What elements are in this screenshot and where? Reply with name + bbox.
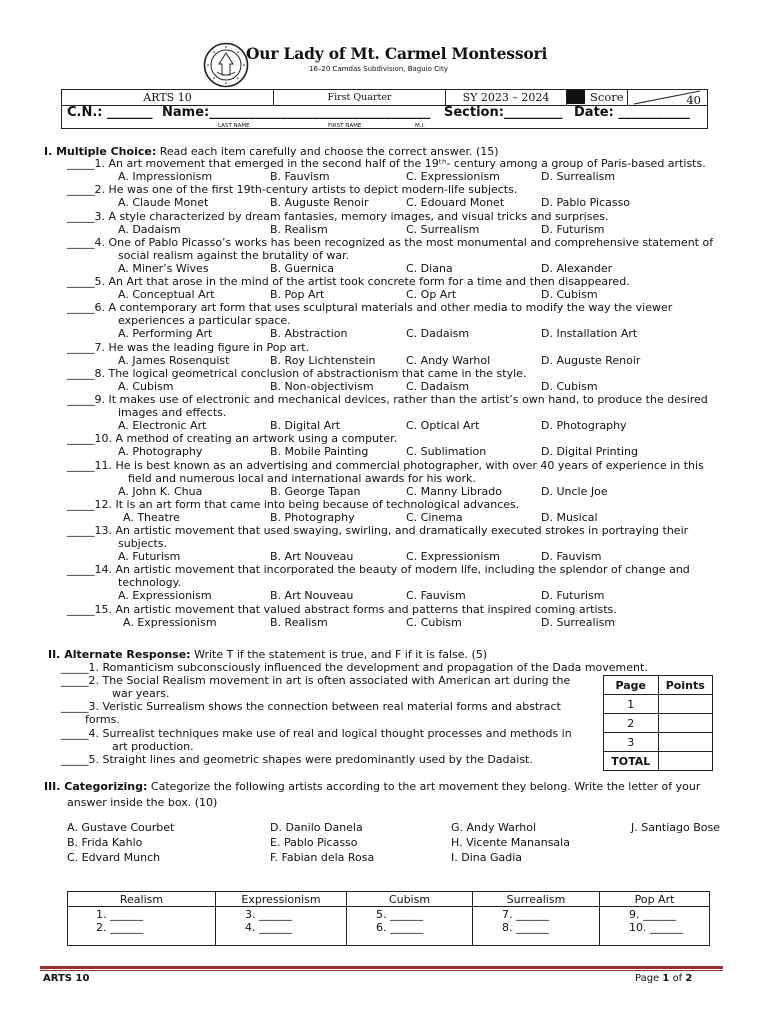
- part1-instructions: Read each item carefully and choose the correct answer. (15): [159, 145, 499, 158]
- cat-head-realism: Realism: [119, 893, 164, 906]
- mc-option: B. Guernica: [270, 261, 334, 275]
- school-year-cell: SY 2023 – 2024: [446, 90, 567, 105]
- mc-option: B. Realism: [270, 222, 328, 236]
- cat-answer-blank[interactable]: 7. ______: [502, 908, 549, 921]
- mc-question-stem: _____13. An artistic movement that used swaying, swirling, and dramatically executed strokes in portraying their: [67, 524, 689, 537]
- cat-col-surrealism: [473, 892, 600, 945]
- mc-question-stem: _____4. One of Pablo Picasso’s works has been recognized as the most monumental and comprehensive statement of: [67, 235, 714, 249]
- mc-question-stem: _____15. An artistic movement that valued abstract forms and patterns that inspired coming artists.: [67, 602, 617, 616]
- mc-option: A. Expressionism: [118, 589, 212, 603]
- mc-option: D. Alexander: [541, 261, 613, 275]
- alt-item-5: _____5. Straight lines and geometric shapes were predominantly used by the Dadaist.: [61, 753, 533, 766]
- cat-col-cubism: [347, 892, 473, 945]
- score-summary-table: [603, 675, 713, 771]
- mc-question-stem: _____12. It is an art form that came into being because of technological advances.: [67, 497, 520, 511]
- mc-option: A. John K. Chua: [118, 484, 203, 498]
- mc-option: D. Auguste Renoir: [541, 353, 641, 367]
- cat-answer-blank[interactable]: 5. ______: [376, 908, 423, 921]
- mc-option: D. Surrealism: [541, 170, 616, 183]
- score-row-page: 1: [604, 695, 659, 714]
- mc-question-stem: _____3. A style characterized by dream fantasies, memory images, and visual tricks and surprises.: [67, 209, 609, 223]
- footer-page-current: 1: [662, 973, 670, 984]
- mc-option: D. Cubism: [541, 379, 598, 393]
- mc-question-stem: _____5. An Art that arose in the mind of the artist took concrete form for a time and then disappeared.: [67, 275, 630, 288]
- score-row-points[interactable]: [658, 733, 713, 752]
- mc-option: A. Claude Monet: [118, 196, 209, 210]
- mc-question-stem: _____11. He is best known as an advertising and commercial photographer, with over 40 years of experience in this: [67, 458, 704, 472]
- cat-col-pop-art: [600, 892, 709, 945]
- alt-item-3-cont: forms.: [85, 713, 120, 726]
- mc-option: B. Art Nouveau: [270, 550, 354, 563]
- artist-item: G. Andy Warhol: [451, 821, 537, 834]
- mc-question-stem: _____9. It makes use of electronic and mechanical devices, rather than the artist’s own hand, to produce the desired: [67, 393, 708, 406]
- part2-instructions: Write T if the statement is true, and F if it is false. (5): [194, 648, 488, 661]
- artist-item: J. Santiago Bose: [631, 821, 721, 834]
- artist-item: I. Dina Gadia: [451, 851, 523, 864]
- score-col-points: Points: [658, 676, 713, 695]
- mc-option: A. Theatre: [123, 510, 180, 524]
- school-name: Our Lady of Mt. Carmel Montessori: [246, 44, 548, 63]
- mc-option: C. Expressionism: [406, 550, 500, 563]
- footer-rule: [40, 966, 723, 969]
- cat-answer-blank[interactable]: 3. ______: [245, 908, 292, 921]
- mc-option: A. Futurism: [118, 550, 181, 563]
- mc-option: C. Optical Art: [406, 419, 480, 432]
- part1-title: I. Multiple Choice:: [44, 145, 157, 158]
- mc-question-stem-cont: images and effects.: [118, 406, 227, 419]
- mc-question-stem: _____1. An art movement that emerged in the second half of the 19ᵗʰ- century among a group of Paris-based artists.: [67, 157, 706, 170]
- mc-option: B. Non-objectivism: [270, 379, 374, 393]
- cat-col-realism: [68, 892, 216, 945]
- cat-answer-blank[interactable]: 1. ______: [96, 908, 143, 921]
- mc-option: C. Cinema: [406, 510, 463, 524]
- mc-option: A. Miner’s Wives: [118, 261, 209, 275]
- mc-option: A. James Rosenquist: [118, 353, 230, 367]
- quarter-cell: First Quarter: [274, 90, 446, 105]
- mc-question-stem: _____8. The logical geometrical conclusion of abstractionism that came in the style.: [67, 366, 527, 380]
- cat-answer-blank[interactable]: 6. ______: [376, 921, 423, 934]
- mc-option: C. Fauvism: [406, 589, 466, 603]
- cat-col-expressionism: [216, 892, 347, 945]
- mc-option: D. Pablo Picasso: [541, 196, 631, 210]
- mc-option: D. Musical: [541, 510, 598, 524]
- mc-option: B. Art Nouveau: [270, 589, 354, 603]
- mc-option: B. Auguste Renoir: [270, 196, 369, 210]
- mc-option: C. Sublimation: [406, 445, 487, 459]
- mc-option: B. Pop Art: [270, 288, 325, 301]
- score-row-page: 2: [604, 714, 659, 733]
- mc-option: B. Abstraction: [270, 327, 348, 341]
- alt-item-4-cont: art production.: [112, 740, 194, 753]
- mc-question-stem-cont: subjects.: [118, 537, 168, 550]
- cat-answer-blank[interactable]: 4. ______: [245, 921, 292, 934]
- mc-option: B. George Tapan: [270, 484, 361, 498]
- footer-rule-thin: [40, 970, 723, 971]
- mc-option: C. Dadaism: [406, 379, 470, 393]
- mc-option: A. Cubism: [118, 379, 174, 393]
- mc-option: A. Photography: [118, 445, 203, 459]
- header-row-2: [62, 105, 707, 130]
- mc-question-stem: _____7. He was the leading figure in Pop art.: [67, 340, 310, 354]
- cat-head-surrealism: Surrealism: [506, 893, 566, 906]
- artist-item: D. Danilo Danela: [270, 821, 363, 834]
- artist-item: E. Pablo Picasso: [270, 836, 358, 849]
- mc-option: C. Dadaism: [406, 327, 470, 341]
- mc-option: D. Futurism: [541, 589, 605, 603]
- artist-item: F. Fabian dela Rosa: [270, 851, 375, 864]
- mc-option: B. Photography: [270, 510, 355, 524]
- mc-question-stem-cont: technology.: [118, 576, 182, 590]
- cat-head-pop-art: Pop Art: [634, 893, 675, 906]
- mc-option: C. Diana: [406, 261, 453, 275]
- mc-question-stem: _____10. A method of creating an artwork using a computer.: [67, 432, 398, 446]
- score-row-page: 3: [604, 733, 659, 752]
- mc-option: C. Edouard Monet: [406, 196, 505, 210]
- mc-question-stem: _____6. A contemporary art form that uses sculptural materials and other media to modify the way the viewer: [67, 301, 673, 315]
- mc-option: B. Roy Lichtenstein: [270, 353, 376, 367]
- part3-instructions: Categorize the following artists according to the art movement they belong. Write the letter of your: [150, 780, 701, 793]
- score-total-label: TOTAL: [604, 752, 659, 771]
- score-col-page: Page: [604, 676, 659, 695]
- section-field[interactable]: Section:_________: [444, 105, 563, 120]
- part3-instructions-cont: answer inside the box. (10): [67, 796, 218, 809]
- mc-option: B. Digital Art: [270, 419, 341, 432]
- mc-option: D. Digital Printing: [541, 445, 638, 459]
- mc-option: A. Conceptual Art: [118, 288, 215, 301]
- part3-title: III. Categorizing:: [44, 780, 148, 793]
- first-name-caption: FIRST NAME: [328, 123, 362, 129]
- cat-answer-blank[interactable]: 8. ______: [502, 921, 549, 934]
- score-black-block: [567, 90, 585, 104]
- mc-option: A. Impressionism: [118, 170, 213, 183]
- cat-head-expressionism: Expressionism: [241, 893, 321, 906]
- mc-question-stem: _____2. He was one of the first 19th-century artists to depict modern-life subjects.: [67, 183, 518, 197]
- footer-subject: ARTS 10: [43, 973, 90, 984]
- date-field[interactable]: Date: ___________: [574, 105, 690, 120]
- artist-item: H. Vicente Manansala: [451, 836, 570, 849]
- footer-of-word: of: [672, 973, 683, 984]
- categorizing-table: [67, 891, 710, 946]
- score-label: Score: [590, 90, 624, 104]
- mc-option: A. Dadaism: [118, 222, 181, 236]
- mc-option: C. Surrealism: [406, 222, 480, 236]
- name-field[interactable]: Name:__________________________________: [162, 105, 431, 120]
- header-row-1: [62, 90, 707, 106]
- mc-option: D. Cubism: [541, 288, 598, 301]
- alt-item-2: _____2. The Social Realism movement in art is often associated with American art during the: [61, 674, 571, 687]
- cat-head-cubism: Cubism: [388, 893, 431, 906]
- artist-item: C. Edvard Munch: [67, 851, 161, 864]
- cat-answer-blank[interactable]: 2. ______: [96, 921, 143, 934]
- score-row-points[interactable]: [658, 695, 713, 714]
- cat-answer-blank[interactable]: 10. ______: [629, 921, 683, 934]
- alt-item-1: _____1. Romanticism subconsciously influenced the development and propagation of the Dada movement.: [61, 661, 648, 674]
- footer-page-word: Page: [635, 973, 660, 984]
- mc-option: D. Uncle Joe: [541, 484, 608, 498]
- last-name-caption: LAST NAME: [218, 123, 250, 129]
- alt-item-2-cont: war years.: [112, 687, 170, 700]
- artist-item: A. Gustave Courbet: [67, 821, 175, 834]
- school-address: 16–20 Camdas Subdivision, Baguio City: [309, 65, 448, 73]
- part3-heading: [44, 780, 700, 793]
- mc-option: B. Fauvism: [270, 170, 330, 183]
- exam-header-table: [61, 89, 708, 129]
- mc-option: C. Op Art: [406, 288, 457, 301]
- mc-option: C. Cubism: [406, 615, 462, 629]
- mc-option: D. Installation Art: [541, 327, 638, 341]
- mc-option: C. Manny Librado: [406, 484, 502, 498]
- score-max: 40: [686, 93, 701, 107]
- score-row-points[interactable]: [658, 714, 713, 733]
- footer-page-number: [635, 973, 692, 984]
- mc-option: C. Andy Warhol: [406, 353, 491, 367]
- mc-question-stem-cont: field and numerous local and international awards for his work.: [128, 471, 476, 485]
- cat-answer-blank[interactable]: 9. ______: [629, 908, 676, 921]
- subject-cell: ARTS 10: [62, 90, 274, 105]
- footer-page-total: 2: [685, 973, 693, 984]
- cn-field[interactable]: C.N.: _______: [67, 105, 153, 120]
- school-seal-logo: [203, 42, 249, 88]
- mc-question-stem-cont: social realism against the brutality of war.: [118, 248, 350, 262]
- mc-option: B. Mobile Painting: [270, 445, 369, 459]
- part2-heading: [48, 648, 487, 661]
- alt-item-3: _____3. Veristic Surrealism shows the connection between real material forms and abstract: [61, 700, 561, 713]
- mc-option: B. Realism: [270, 615, 328, 629]
- score-total-points[interactable]: [658, 752, 713, 771]
- mc-option: D. Fauvism: [541, 550, 602, 563]
- mc-option: D. Photography: [541, 419, 627, 432]
- part2-title: II. Alternate Response:: [48, 648, 191, 661]
- mc-option: D. Surrealism: [541, 615, 616, 629]
- mc-option: A. Expressionism: [123, 615, 217, 629]
- artist-item: B. Frida Kahlo: [67, 836, 143, 849]
- mc-option: C. Expressionism: [406, 170, 500, 183]
- mc-option: A. Performing Art: [118, 327, 213, 341]
- mi-caption: M.I.: [415, 123, 425, 129]
- mc-question-stem: _____14. An artistic movement that incorporated the beauty of modern life, including the splendor of change and: [67, 563, 690, 577]
- mc-option: A. Electronic Art: [118, 419, 207, 432]
- alt-item-4: _____4. Surrealist techniques make use of real and logical thought processes and methods in: [61, 727, 572, 740]
- mc-question-stem-cont: experiences a particular space.: [118, 314, 291, 328]
- mc-option: D. Futurism: [541, 222, 605, 236]
